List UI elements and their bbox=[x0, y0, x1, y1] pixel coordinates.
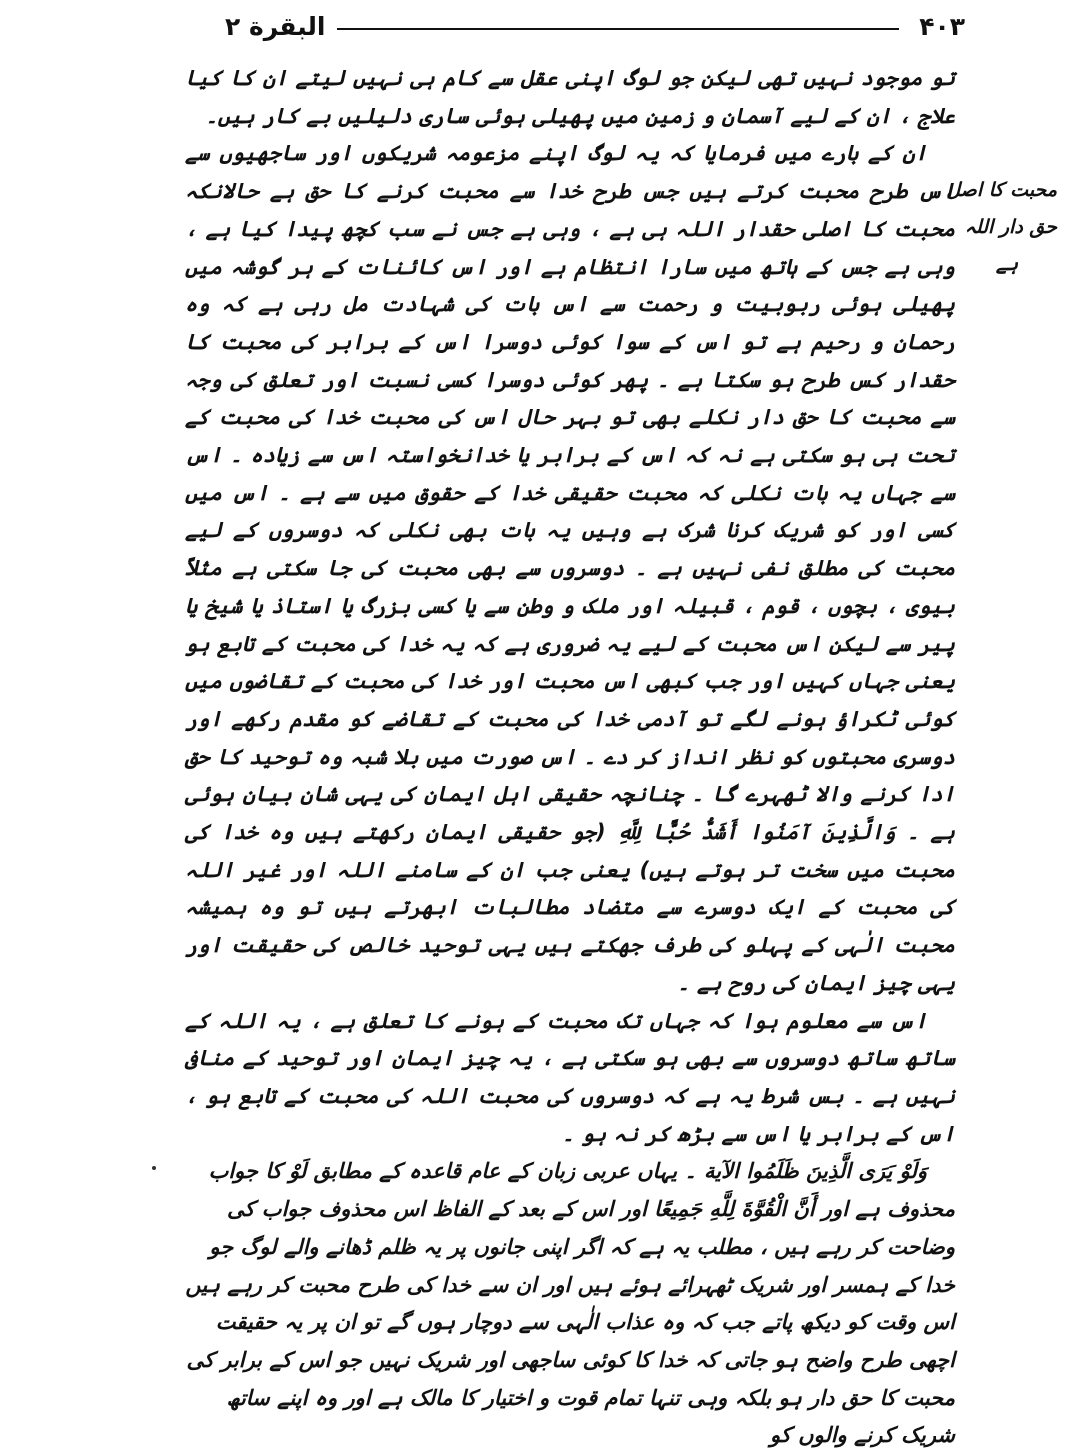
paragraph: ان کے بارے میں فرمایا کہ یہ لوگ اپنے مزعومہ شریکوں اور ساجھیوں سے اس طرح محبت کرتے ہیں جس طرح خدا سے محبت کرنے کا حق ہے حالانکہ محبت کا اصلی حقدار اللہ ہی ہے ، وہی ہے جس نے سب کچھ پیدا کیا ہے ، وہی ہے جس کے ہاتھ میں سارا انتظام ہے اور اس کائنات کے ہر گوشہ میں پھیلی ہوئی ربوبیت و رحمت سے اس بات کی شہادت مل رہی ہے کہ وہ رحمان و رحیم ہے تو اس کے سوا کوئی دوسرا اس کے برابر کی محبت کا حقدار کس طرح ہو سکتا ہے ۔ پھر کوئی دوسرا کسی نسبت اور تعلق کی وجہ سے محبت کا حق دار نکلے بھی تو بہر حال اس کی محبت خدا کی محبت کے تحت ہی ہو سکتی ہے نہ کہ اس کے برابر یا خدانخواستہ اس سے زیادہ ۔ اس سے جہاں یہ بات نکلی کہ محبت حقیقی خدا کے حقوق میں سے ہے ۔ اس میں کسی اور کو شریک کرنا شرک ہے وہیں یہ بات بھی نکلی کہ دوسروں کے لیے محبت کی مطلق نفی نہیں ہے ۔ دوسروں سے بھی محبت کی جا سکتی ہے مثلاً بیوی ، بچوں ، قوم ، قبیلہ اور ملک و وطن سے یا کسی بزرگ یا استاذ یا شیخ یا پیر سے لیکن اس محبت کے لیے یہ ضروری ہے کہ یہ خدا کی محبت کے تابع ہو یعنی جہاں کہیں اور جب کبھی اس محبت اور خدا کی محبت کے تقاضوں میں کوئی ٹکراؤ ہونے لگے تو آدمی خدا کی محبت کے تقاضے کو مقدم رکھے اور دوسری محبتوں کو نظر انداز کر دے ۔ اس صورت میں بلا شبہ وہ توحید کا حق ادا کرنے والا ٹھہرے گا ۔ چنانچہ حقیقی اہل ایمان کی یہی شان بیان ہوئی ہے ۔ وَالَّذِينَ آمَنُوا أَشَدُّ حُبًّا لِلَّهِ (جو حقیقی ایمان رکھتے ہیں وہ خدا کی محبت میں سخت تر ہوتے ہیں) یعنی جب ان کے سامنے اللہ اور غیر اللہ کی محبت کے ایک دوسرے سے متضاد مطالبات ابھرتے ہیں تو وہ ہمیشہ محبت الٰہی کے پہلو کی طرف جھکتے ہیں یہی توحید خالص کی حقیقت اور یہی چیز ایمان کی روح ہے ۔ bbox=[185, 141, 955, 995]
margin-note-line: ہے bbox=[995, 253, 1019, 275]
paragraph: وَلَوْ يَرَى الَّذِينَ ظَلَمُوا الآية ۔ یہاں عربی زبان کے عام قاعدہ کے مطابق لَوْ کا جواب محذوف ہے اور أَنَّ الْقُوَّةَ لِلَّهِ جَمِيعًا اور اس کے بعد کے الفاظ اس محذوف جواب کی وضاحت کر رہے ہیں ، مطلب یہ ہے کہ اگر اپنی جانوں پر یہ ظلم ڈھانے والے لوگ جو خدا کے ہمسر اور شریک ٹھہرائے ہوئے ہیں اور ان سے خدا کی طرح محبت کر رہے ہیں اس وقت کو دیکھ پاتے جب کہ وہ عذاب الٰہی سے دوچار ہوں گے تو ان پر یہ حقیقت اچھی طرح واضح ہو جاتی کہ خدا کا کوئی ساجھی اور شریک نہیں جو اس کے برابر کی محبت کا حق دار ہو بلکہ وہی تنہا تمام قوت و اختیار کا مالک ہے اور وہ اپنے ساتھ شریک کرنے والوں کو bbox=[185, 1159, 955, 1448]
surah-title: البقرة ٢ bbox=[225, 12, 326, 41]
paragraph: اس سے معلوم ہوا کہ جہاں تک محبت کے ہونے کا تعلق ہے ، یہ اللہ کے ساتھ ساتھ دوسروں سے بھی ہو سکتی ہے ، یہ چیز ایمان اور توحید کے منافی نہیں ہے ۔ بس شرط یہ ہے کہ دوسروں کی محبت اللہ کی محبت کے تابع ہو ، اس کے برابر یا اس سے بڑھ کر نہ ہو ۔ bbox=[185, 1008, 955, 1146]
ink-speck bbox=[152, 1166, 156, 1170]
body-text bbox=[185, 60, 955, 1455]
paragraph: تو موجود نہیں تھی لیکن جو لوگ اپنی عقل سے کام ہی نہیں لیتے ان کا کیا علاج ، ان کے لیے آسمان و زمین میں پھیلی ہوئی ساری دلیلیں بے کار ہیں۔ bbox=[185, 66, 955, 128]
margin-note bbox=[946, 172, 1057, 283]
running-header bbox=[225, 8, 965, 48]
margin-note-line: محبت کا اصل bbox=[946, 179, 1057, 201]
margin-note-line: حق دار اللہ bbox=[964, 216, 1057, 238]
header-rule bbox=[337, 28, 899, 30]
page-number: ۴۰۳ bbox=[919, 12, 965, 41]
